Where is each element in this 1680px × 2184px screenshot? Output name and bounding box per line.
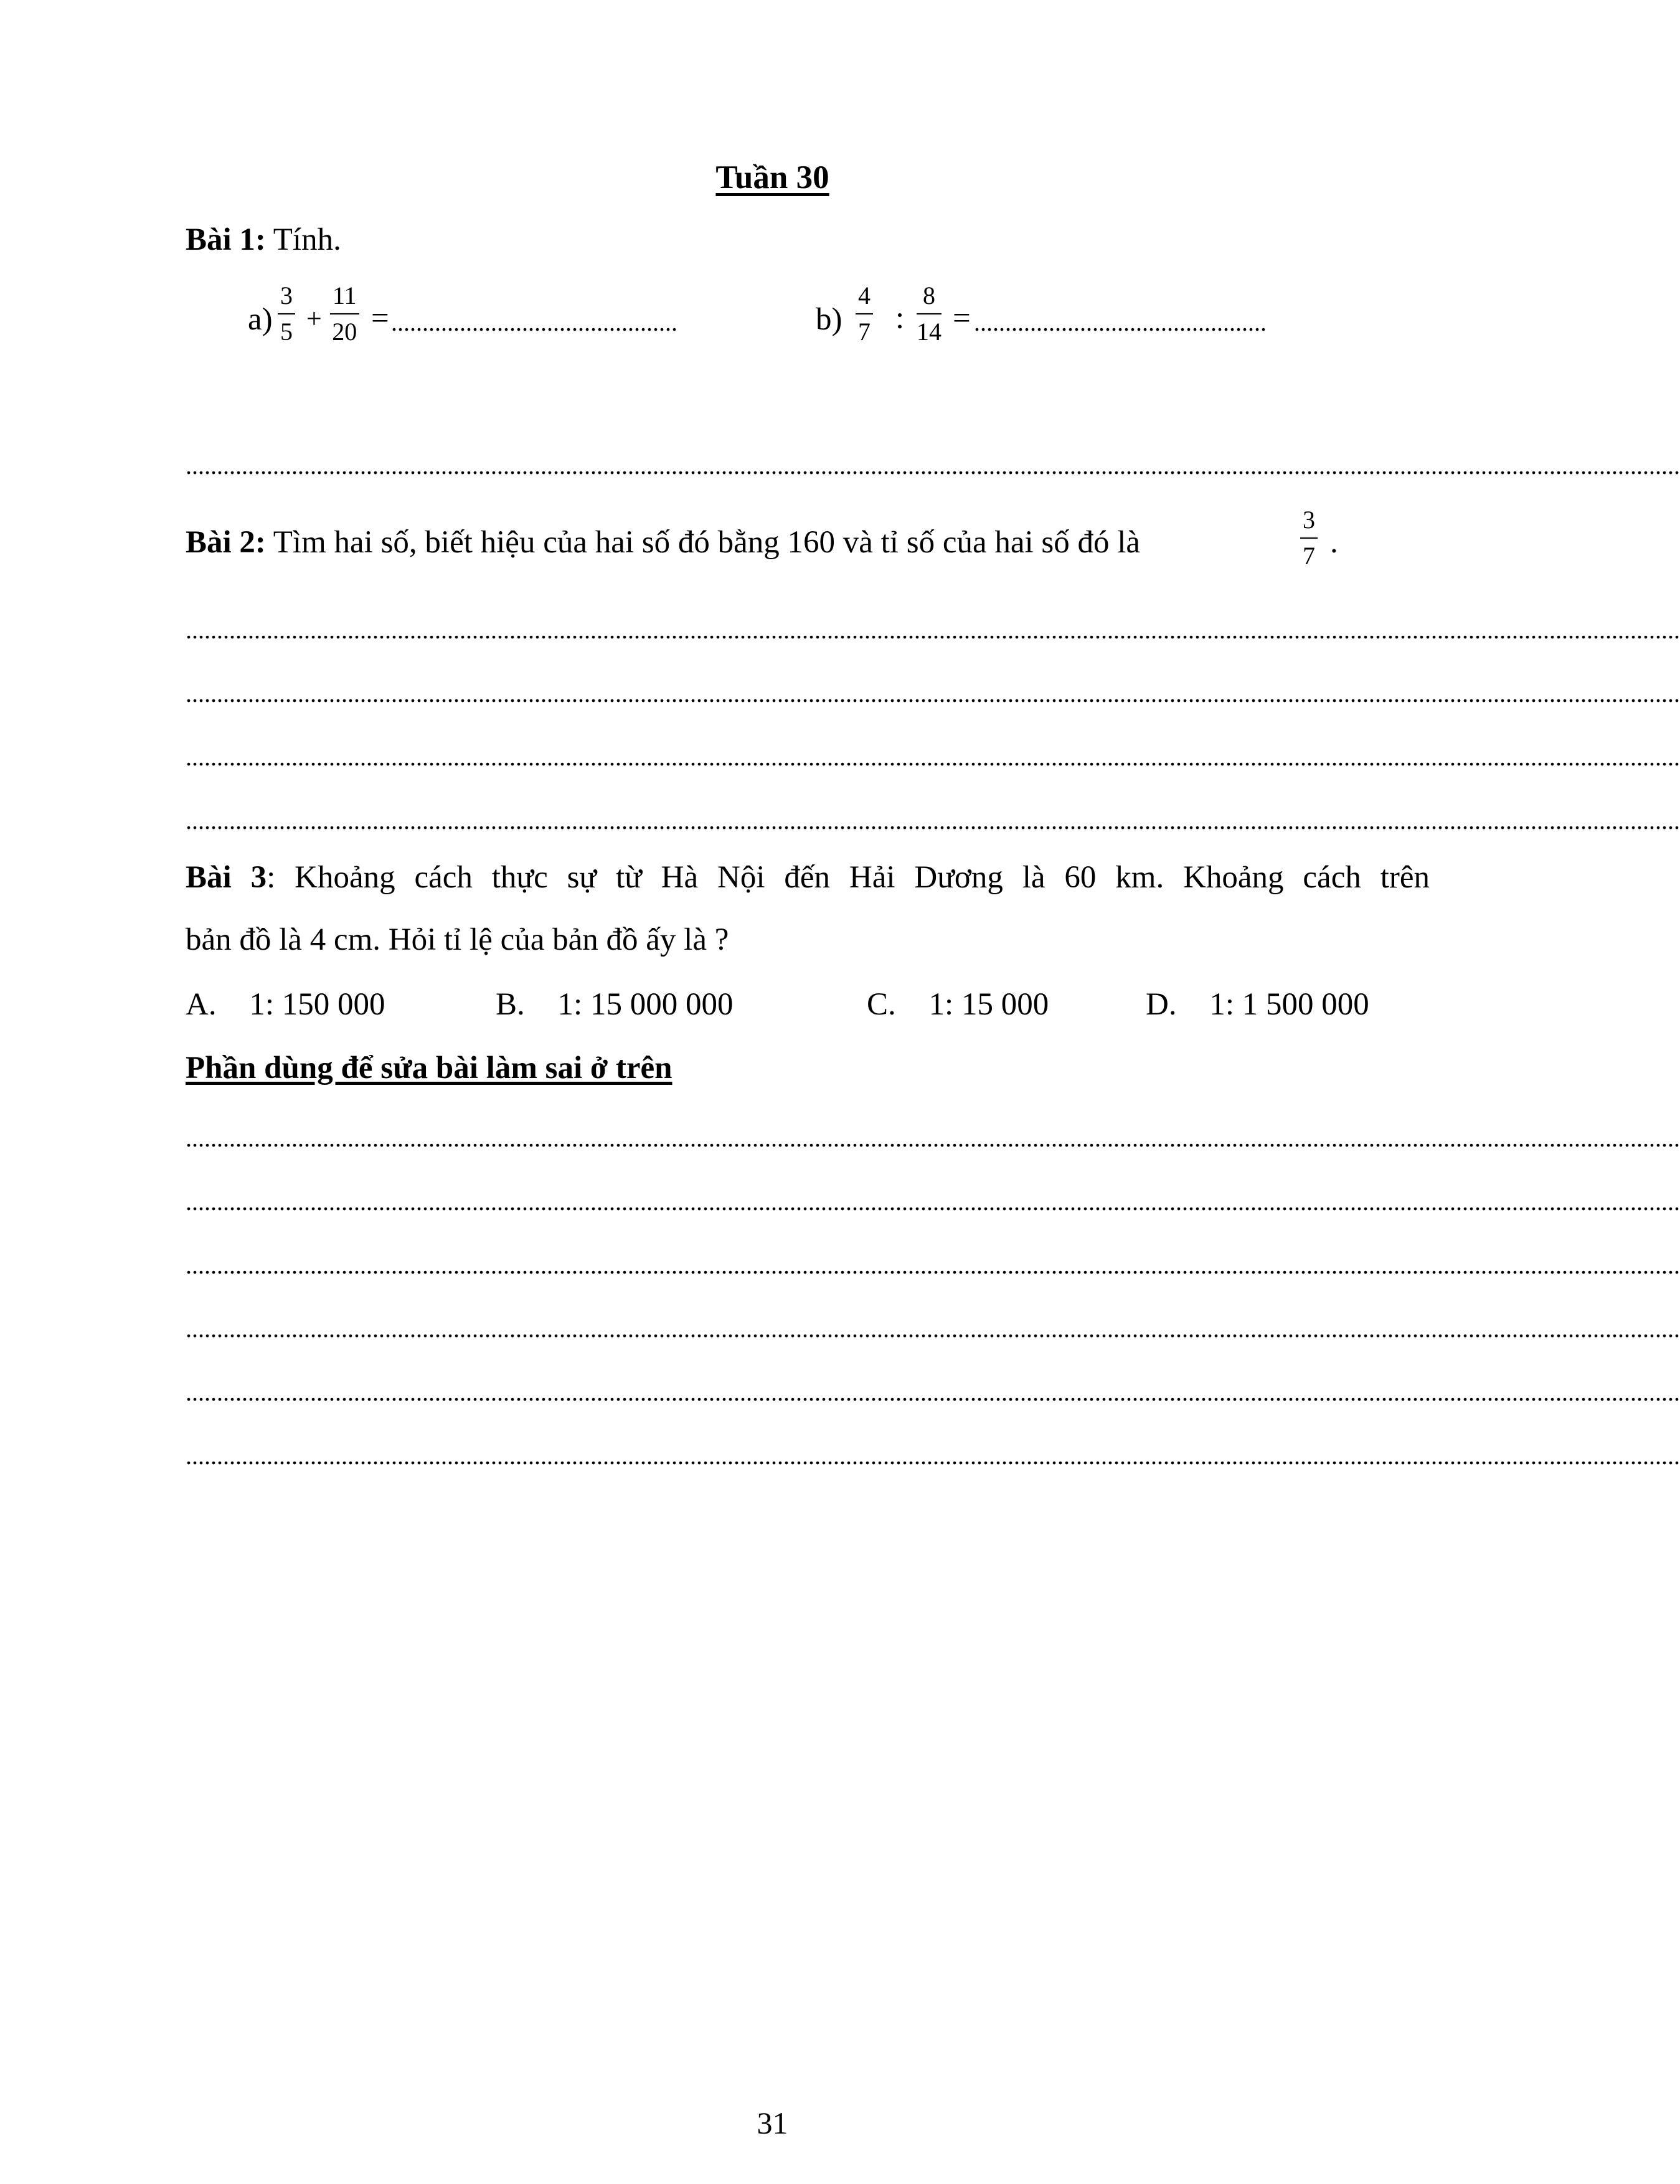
bai2-fraction: [1300, 508, 1318, 569]
option-b: [496, 986, 733, 1023]
correction-line: ................................................................................................................................................................................................................................................: [186, 1124, 1680, 1152]
option-letter: D.: [1146, 987, 1177, 1022]
option-a: [186, 986, 385, 1023]
bai1-b-fraction-1: [856, 283, 873, 344]
option-letter: C.: [867, 987, 896, 1022]
bai1-b-operator: :: [895, 301, 905, 336]
option-d: [1146, 986, 1369, 1023]
option-letter: A.: [186, 987, 217, 1022]
option-value: 1: 15 000 000: [557, 987, 734, 1022]
bai1-heading: [186, 224, 341, 256]
bai1-b-fraction-2: [917, 283, 941, 344]
bai1-a-equals: =: [371, 301, 389, 336]
option-letter: B.: [496, 987, 525, 1022]
fraction-numerator: 3: [1300, 508, 1318, 539]
bai1-b-prefix: b): [816, 302, 842, 337]
bai1-a-fraction-1: [278, 283, 295, 344]
bai3-line-2: bản đồ là 4 cm. Hỏi tỉ lệ của bản đồ ấy là ?: [186, 922, 729, 957]
bai2-answer-line: ................................................................................................................................................................................................................................................: [186, 679, 1680, 707]
bai2-heading: [186, 527, 1140, 559]
page-number: 31: [757, 2106, 788, 2140]
bai2-text: Tìm hai số, biết hiệu của hai số đó bằng 160 và tỉ số của hai số đó là: [273, 525, 1141, 560]
bai1-answer-line: ................................................................................................................................................................................................................................................: [186, 451, 1680, 480]
option-c: [867, 986, 1049, 1023]
bai2-label: Bài 2:: [186, 525, 266, 560]
fraction-denominator: 7: [858, 318, 871, 346]
fraction-numerator: 4: [856, 283, 873, 314]
fraction-numerator: 8: [917, 283, 941, 314]
option-value: 1: 150 000: [249, 987, 385, 1022]
bai3-label: Bài 3: [186, 860, 267, 895]
bai2-answer-line: ................................................................................................................................................................................................................................................: [186, 806, 1680, 834]
bai1-a-prefix: a): [248, 302, 273, 337]
correction-line: ................................................................................................................................................................................................................................................: [186, 1315, 1680, 1343]
correction-line: ................................................................................................................................................................................................................................................: [186, 1188, 1680, 1216]
fraction-denominator: 20: [332, 318, 357, 346]
fraction-numerator: 11: [330, 283, 359, 314]
bai1-a-operator: +: [306, 303, 322, 334]
bai3-text-1: : Khoảng cách thực sự từ Hà Nội đến Hải Dương là 60 km. Khoảng cách trên: [267, 860, 1430, 895]
option-value: 1: 1 500 000: [1209, 987, 1369, 1022]
bai2-answer-line: ................................................................................................................................................................................................................................................: [186, 616, 1680, 644]
bai1-text: Tính.: [273, 222, 341, 257]
page-title: Tuần 30: [715, 159, 829, 196]
bai1-b-equals: =: [953, 301, 971, 336]
bai2-answer-line: ................................................................................................................................................................................................................................................: [186, 743, 1680, 771]
correction-heading: Phần dùng để sửa bài làm sai ở trên: [186, 1051, 672, 1085]
correction-line: ................................................................................................................................................................................................................................................: [186, 1251, 1680, 1279]
bai1-label: Bài 1:: [186, 222, 266, 257]
fraction-denominator: 5: [280, 318, 293, 346]
option-value: 1: 15 000: [928, 987, 1049, 1022]
fraction-numerator: 3: [278, 283, 295, 314]
fraction-denominator: 7: [1303, 542, 1315, 570]
bai1-b-answer-dots: ...............................................: [974, 308, 1267, 336]
correction-line: ................................................................................................................................................................................................................................................: [186, 1442, 1680, 1470]
correction-line: ................................................................................................................................................................................................................................................: [186, 1378, 1680, 1406]
bai1-a-answer-dots: ..............................................: [391, 308, 677, 336]
bai1-a-fraction-2: [330, 283, 359, 344]
bai2-period: .: [1330, 525, 1338, 560]
bai3-line-1: [186, 862, 1430, 894]
fraction-denominator: 14: [917, 318, 941, 346]
